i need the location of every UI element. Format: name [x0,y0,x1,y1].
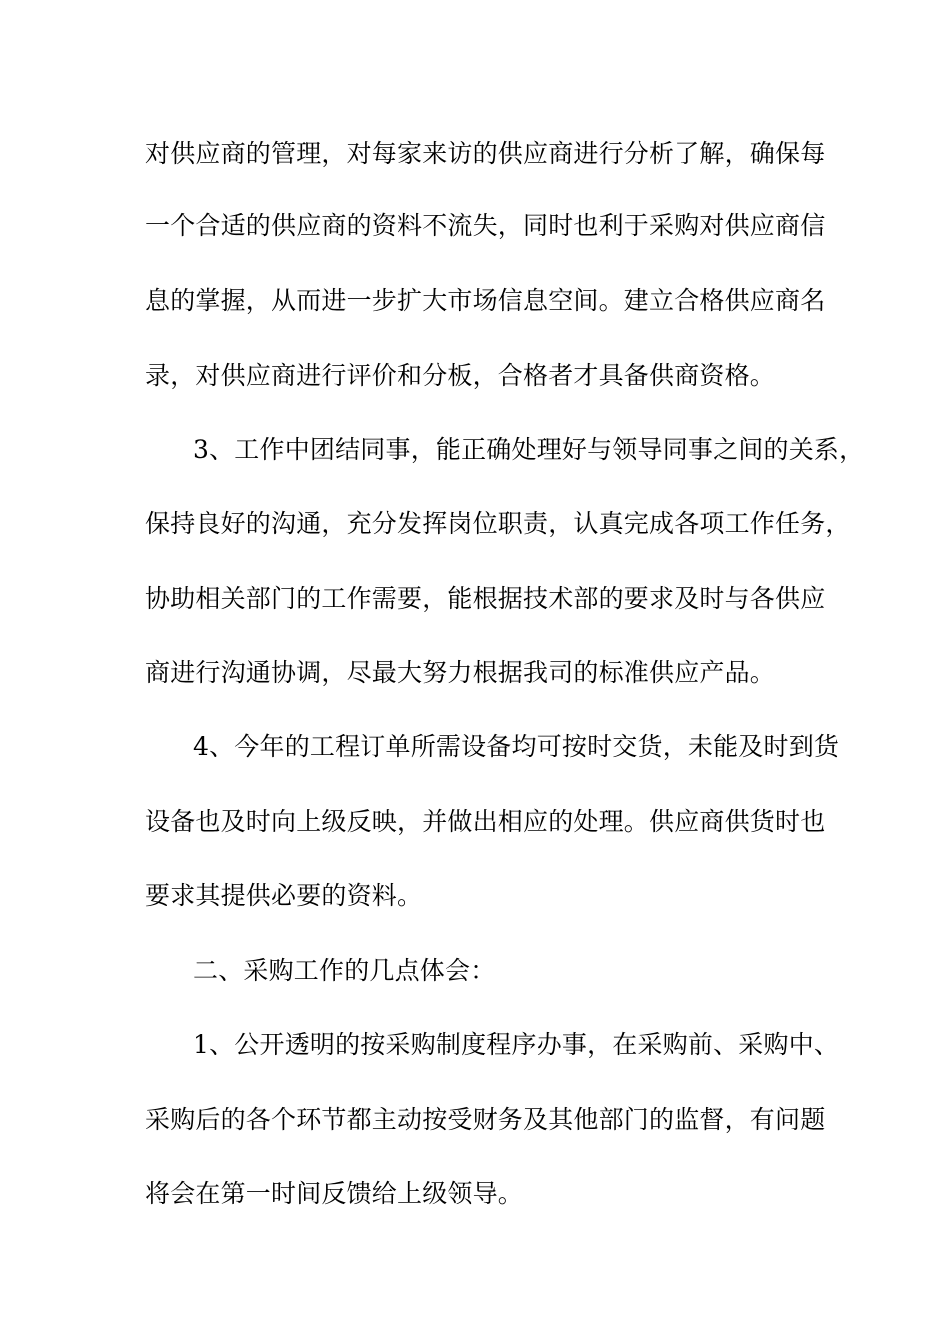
section-heading: 二、采购工作的几点体会： [193,956,496,985]
text-line: 4、今年的工程订单所需设备均可按时交货，未能及时到货 [193,732,840,761]
text-line: 一个合适的供应商的资料不流失，同时也利于采购对供应商信 [145,211,826,240]
text-line: 要求其提供必要的资料。 [145,881,423,910]
text-line: 3、工作中团结同事，能正确处理好与领导同事之间的关系， [193,435,865,464]
text-line: 商进行沟通协调，尽最大努力根据我司的标准供应产品。 [145,658,776,687]
text-line: 对供应商的管理，对每家来访的供应商进行分析了解，确保每 [145,139,826,168]
text-line: 保持良好的沟通，充分发挥岗位职责，认真完成各项工作任务， [145,509,851,538]
text-line: 将会在第一时间反馈给上级领导。 [145,1179,524,1208]
text-line: 采购后的各个环节都主动按受财务及其他部门的监督，有问题 [145,1105,826,1134]
text-line: 协助相关部门的工作需要，能根据技术部的要求及时与各供应 [145,584,826,613]
text-line: 设备也及时向上级反映，并做出相应的处理。供应商供货时也 [145,807,826,836]
text-line: 1、公开透明的按采购制度程序办事，在采购前、采购中、 [193,1030,840,1059]
text-line: 息的掌握，从而进一步扩大市场信息空间。建立合格供应商名 [145,286,826,315]
text-line: 录，对供应商进行评价和分板，合格者才具备供商资格。 [145,361,776,390]
